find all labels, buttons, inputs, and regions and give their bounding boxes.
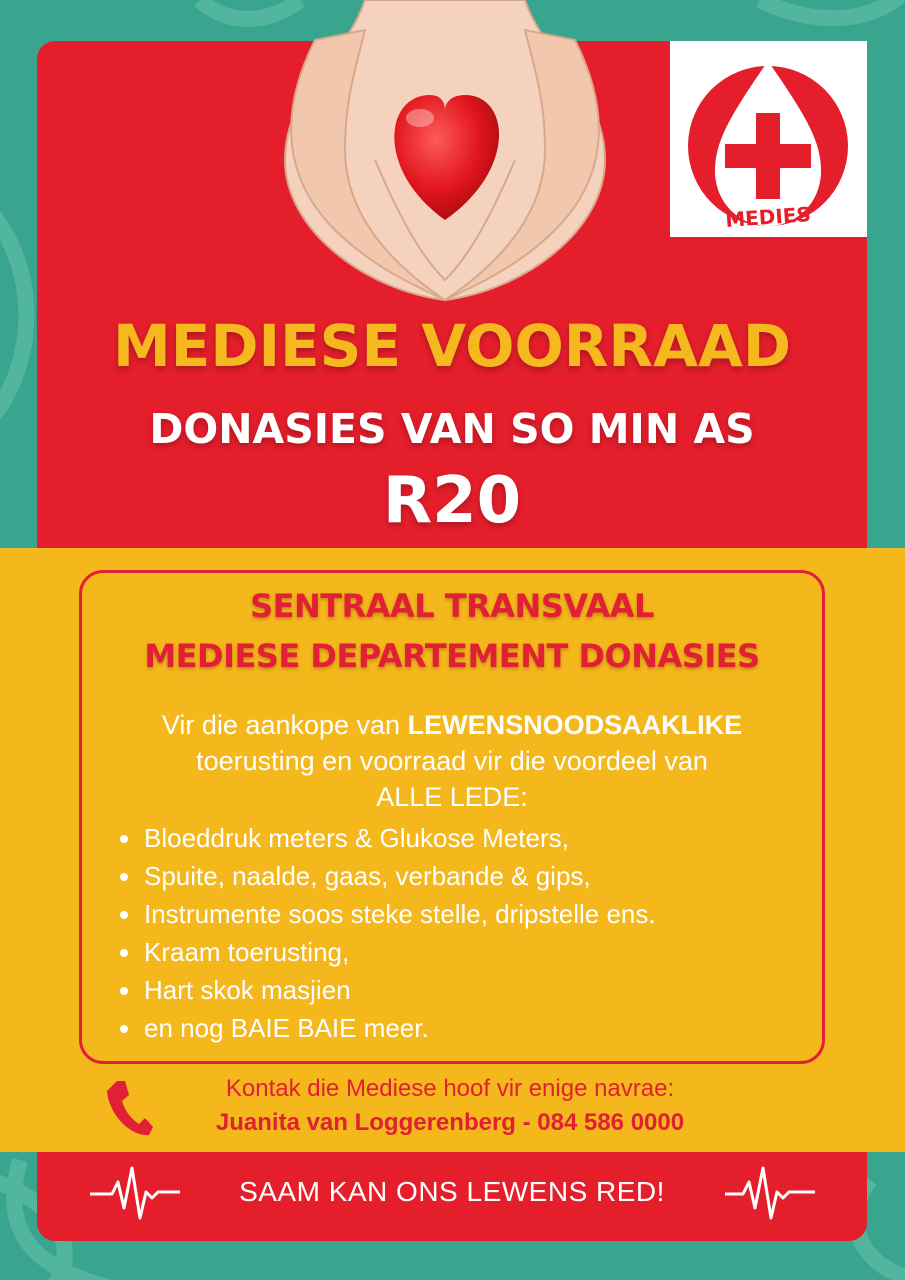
medies-logo bbox=[670, 41, 867, 237]
list-item: Hart skok masjien bbox=[118, 971, 656, 1009]
intro-prefix: Vir die aankope van bbox=[161, 710, 408, 740]
contact-line2: Juanita van Loggerenberg - 084 586 0000 bbox=[215, 1109, 685, 1136]
info-box bbox=[79, 570, 825, 1064]
slogan: SAAM KAN ONS LEWENS RED! bbox=[239, 1176, 665, 1207]
supply-list bbox=[118, 819, 656, 1047]
org-name-line1: SENTRAAL TRANSVAAL bbox=[250, 587, 654, 625]
intro-line2: toerusting en voorraad vir die voordeel van bbox=[196, 746, 708, 776]
main-title: MEDIESE VOORRAAD bbox=[113, 312, 791, 380]
intro-text bbox=[82, 707, 822, 815]
phone-icon bbox=[103, 1077, 153, 1139]
org-name-line2: MEDIESE DEPARTEMENT DONASIES bbox=[144, 637, 760, 675]
list-item: Bloeddruk meters & Glukose Meters, bbox=[118, 819, 656, 857]
heartbeat-icon bbox=[725, 1162, 815, 1224]
logo-text: MEDIES bbox=[724, 202, 812, 232]
list-item: en nog BAIE BAIE meer. bbox=[118, 1009, 656, 1047]
list-item: Kraam toerusting, bbox=[118, 933, 656, 971]
intro-bold: LEWENSNOODSAAKLIKE bbox=[407, 710, 743, 740]
list-item: Instrumente soos steke stelle, dripstelle ens. bbox=[118, 895, 656, 933]
donation-amount: R20 bbox=[382, 464, 522, 538]
intro-line3: ALLE LEDE: bbox=[376, 782, 528, 812]
blood-drop-cross-icon bbox=[670, 41, 867, 237]
hands-holding-heart-image bbox=[225, 0, 665, 320]
contact-line1: Kontak die Mediese hoof vir enige navrae: bbox=[225, 1075, 675, 1102]
subtitle: DONASIES VAN SO MIN AS bbox=[149, 405, 755, 453]
list-item: Spuite, naalde, gaas, verbande & gips, bbox=[118, 857, 656, 895]
contact-info bbox=[150, 1072, 750, 1140]
